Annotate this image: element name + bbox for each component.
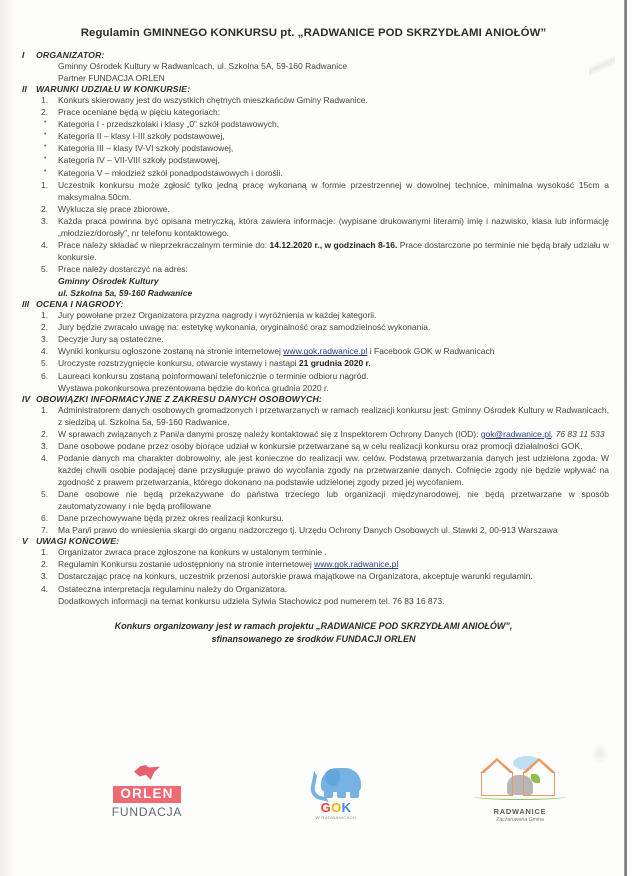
- section-numeral: II: [22, 84, 27, 95]
- section-title: OBOWIĄZKI INFORMACYJNE Z ZAKRESU DANYCH OSOBOWYCH:: [36, 393, 322, 404]
- list-marker: 1.: [41, 95, 49, 106]
- radwanice-commune-logo: [455, 762, 585, 823]
- email-link[interactable]: gok@radwanice.pl: [480, 428, 551, 439]
- list-marker: 2.: [41, 107, 49, 118]
- list-item: [0, 333, 637, 345]
- list-text: Prace należy dostarczyć na adres:: [58, 264, 188, 274]
- list-item: [0, 512, 637, 524]
- gok-logo: [281, 764, 391, 820]
- list-marker: 3.: [41, 334, 49, 345]
- houses-and-elephant-icon: [465, 762, 575, 806]
- list-marker: 4.: [41, 346, 49, 357]
- list-marker: 4.: [41, 583, 49, 594]
- list-text: Wyklucza się prace zbiorowe.: [58, 203, 170, 214]
- list-text: Każda praca powinna być opisana metryczką, która zawiera informacje: (wypisane drukowanymi literami) imię i nazwisko, klasa lub informację „młodziez/dorosły”, nr telefonu kontaktowego.: [58, 215, 609, 238]
- list-item: [0, 203, 637, 215]
- list-marker: •: [44, 155, 47, 163]
- list-text: Konkurs skierowany jest do wszystkich chętnych mieszkańców Gminy Radwanice.: [58, 95, 368, 106]
- list-item: [0, 440, 637, 452]
- list-item: [0, 94, 637, 106]
- list-item: [0, 583, 637, 595]
- list-item: [0, 452, 637, 488]
- website-link[interactable]: www.gok.radwanice.pl: [314, 559, 399, 570]
- orlen-wordmark: ORLEN: [113, 786, 180, 803]
- list-marker: 1.: [41, 179, 49, 190]
- list-text: Kategoria V – młodzież szkół ponadpodstawowych i dorośli.: [58, 167, 283, 178]
- list-text: Dostarczając pracę na konkurs, uczestnik przenosi autorskie prawa majątkowe na Organizatora, akceptuje warunki regulamin.: [58, 571, 533, 582]
- page-title: Regulamin GMINNEGO KONKURSU pt. „RADWANICE POD SKRZYDŁAMI ANIOŁÓW”: [80, 27, 547, 39]
- deadline-text-after: Prace dostarczone po terminie nie będą brały udziału w konkursie.: [58, 239, 610, 262]
- list-item: [0, 370, 637, 382]
- list-marker: 2.: [41, 203, 49, 214]
- list-marker: 3.: [41, 440, 49, 451]
- list-text: Kategoria IV – VII-VIII szkoły podstawowej,: [58, 155, 221, 166]
- section-numeral: V: [22, 536, 28, 547]
- list-text: [58, 357, 609, 369]
- list-text: Jury powołane przez Organizatora przyzna nagrody i wyróżnienia w każdej kategorii.: [58, 310, 377, 321]
- list-text: Jury będzie zwracało uwagę na: estetykę wykonania, oryginalność oraz samodzielność wykonania.: [58, 322, 431, 333]
- section-numeral: I: [22, 50, 25, 60]
- list-marker: 2.: [41, 428, 49, 439]
- list-text: Kategoria II – klasy I-III szkoły podstawowej,: [58, 131, 225, 142]
- deadline-date: 14.12.2020 r., w godzinach 8-16.: [269, 239, 398, 250]
- list-item: [0, 546, 637, 558]
- list-item: [0, 309, 637, 321]
- list-text: [58, 428, 609, 440]
- section-title: OCENA I NAGRODY:: [36, 299, 124, 310]
- list-text: Laureaci konkursu zostaną poinformowani telefonicznie o terminie odbioru nagród.: [58, 370, 369, 381]
- list-item: [0, 142, 637, 154]
- list-item: [0, 130, 637, 142]
- list-marker: •: [44, 131, 47, 139]
- list-text: Dane osobowe podane przez osoby biorące udział w konkursie przetwarzane są w celu realizacji konkursu oraz promocji działalności GOK.: [58, 440, 583, 451]
- list-text: [58, 558, 609, 570]
- section-heading-row: [0, 299, 637, 309]
- list-marker: •: [44, 167, 47, 175]
- list-item: [0, 118, 637, 130]
- list-marker: 1.: [41, 310, 49, 321]
- orlen-subtitle: FUNDACJA: [111, 805, 183, 820]
- list-item: [0, 488, 637, 512]
- list-text: Ma Pan/i prawo do wniesienia skargi do organu nadzorczego tj. Urzędu Ochrony Danych Osobowych ul. Stawki 2, 00-913 Warszawa: [58, 525, 558, 536]
- list-item-results: [0, 345, 637, 357]
- results-text-after: i Facebook GOK w Radwanicach: [367, 346, 495, 357]
- list-marker: 5.: [41, 358, 49, 369]
- list-text: Dane przechowywane będą przez okres realizacji konkursu.: [58, 513, 284, 524]
- website-link[interactable]: www.gok.radwanice.pl: [283, 346, 368, 357]
- list-marker: 1.: [41, 547, 49, 558]
- list-item-dpo: [0, 428, 637, 440]
- deadline-text-before: Prace należy składać w nieprzekraczalnym terminie do:: [58, 239, 270, 250]
- dpo-text-before: W sprawach związanych z Pani/a danymi proszę należy kontaktować się z Inspektorem Ochrony Danych (IOD):: [58, 428, 481, 439]
- list-item: [0, 524, 637, 536]
- orlen-foundation-logo: [92, 762, 202, 819]
- elephant-icon: [309, 764, 363, 800]
- list-marker: 3.: [41, 571, 49, 582]
- radwanice-wordmark: RADWANICE: [493, 807, 547, 816]
- exhibition-note: Wystawa pokonkursowa prezentowana będzie do końca grudnia 2020 r.: [58, 382, 329, 393]
- list-marker: 5.: [41, 489, 49, 500]
- list-item-rules-link: [0, 558, 637, 570]
- closing-line-2: sfinansowanego ze środków FUNDACJI ORLEN: [211, 634, 416, 645]
- list-marker: 2.: [41, 559, 49, 570]
- list-marker: 3.: [41, 215, 49, 226]
- list-text: Decyzje Jury są ostateczne.: [58, 334, 164, 345]
- section-heading-row: [0, 84, 637, 94]
- list-item: [0, 167, 637, 179]
- section-title: UWAGI KOŃCOWE:: [36, 536, 120, 547]
- delivery-address-line-1: Gminny Ośrodek Kultury: [58, 276, 159, 287]
- results-text-before: Wyniki konkursu ogłoszone zostaną na stronie internetowej: [58, 346, 284, 357]
- list-item-ceremony: [0, 357, 637, 369]
- orlen-eagle-icon: [132, 762, 162, 784]
- list-text: Kategoria III – klasy IV-VI szkoły podstawowej,: [58, 143, 234, 154]
- scan-smudge-bottom: [591, 742, 609, 764]
- gok-subtitle: W RADWANICACH: [315, 815, 357, 820]
- gok-letter-g: G: [320, 800, 332, 815]
- list-item: [0, 106, 637, 118]
- radwanice-subtitle: Zaczarowana Gmina: [496, 817, 544, 823]
- section-heading-row: [0, 50, 637, 60]
- list-marker: 4.: [41, 239, 49, 250]
- list-text: [58, 345, 609, 357]
- list-text: Kategoria I - przedszkolaki i klasy „0” szkół podstawowych,: [58, 119, 280, 130]
- organizer-address-line-1: Gminny Ośrodek Kultury w Radwanicach, ul. Szkolna 5A, 59-160 Radwanice: [58, 61, 348, 71]
- list-text: Prace oceniane będą w pięciu kategoriach:: [58, 107, 221, 118]
- section-heading-row: [0, 394, 637, 404]
- sponsor-logos: [0, 762, 637, 852]
- list-marker: 6.: [41, 370, 49, 381]
- closing-line-1: Konkurs organizowany jest w ramach projektu „RADWANICE POD SKRZYDŁAMI ANIOŁÓW”,: [114, 620, 513, 631]
- list-marker: 2.: [41, 322, 49, 333]
- list-marker: •: [44, 143, 47, 151]
- list-text: Podanie danych ma charakter dobrowolny, ale jest konieczne do realizacji ww. celów. Podstawą przetwarzania danych jest udzielona zgoda. W każdej chwili osobie podającej dane przysługuje prawo do wycofania zgody na przetwarzanie danych. Cofnięcie zgody nie będzie wpływać na zgodność z prawem przetwarzania, którego dokonano na podstawie udzielonej zgody przed jej wycofaniem.: [58, 452, 609, 487]
- list-text: Ostateczna interpretacja regulaminu należy do Organizatora.: [58, 583, 288, 594]
- delivery-address-line-2: ul. Szkolna 5a, 59-160 Radwanice: [58, 288, 193, 299]
- ceremony-text-before: Uroczyste rozstrzygnięcie konkursu, otwarcie wystawy i nastąpi: [58, 358, 299, 369]
- list-item-deadline: [0, 239, 637, 263]
- list-marker: •: [44, 119, 47, 127]
- section-title: ORGANIZATOR:: [36, 50, 105, 60]
- section-heading-row: [0, 536, 637, 546]
- list-marker: 4.: [41, 452, 49, 463]
- list-text: Dane osobowe nie będą przekazywane do państwa trzeciego lub organizacji międzynarodowej, nie będą przetwarzane w sposób zautomatyzowany i nie będą profilowane: [58, 489, 609, 512]
- list-item: [0, 215, 637, 239]
- list-marker: 5.: [41, 264, 49, 274]
- list-marker: 7.: [41, 525, 49, 536]
- rules-text-before: Regulamin Konkursu zostanie udostępniony na stronie internetowej: [58, 559, 315, 570]
- list-text: Administratorem danych osobowych gromadzonych i przetwarzanych w ramach realizacji konkursu jest: Gminny Ośrodek Kultury w Radwanicach, z siedzibą ul. Szkolna 5a, 59-160 Radwanice.: [58, 404, 609, 427]
- list-item: [0, 570, 637, 582]
- list-text: Uczestnik konkursu może zgłosić tylko jedną pracę wykonaną w formie przestrzennej w dowolnej technice, minimalna wysokość 15cm a maksymalna 50cm.: [58, 179, 609, 202]
- list-item: [0, 321, 637, 333]
- section-numeral: IV: [22, 393, 31, 404]
- list-item: [0, 179, 637, 203]
- closing-statement: [0, 620, 637, 647]
- contact-info-note: Dodatkowych informacji na temat konkursu udziela Sylwia Stachowicz pod numerem tel. 76 83 16 873.: [58, 595, 445, 606]
- gok-wordmark: [281, 801, 391, 814]
- list-item: [0, 263, 637, 275]
- gok-letter-k: K: [341, 800, 352, 815]
- scan-right-margin: [627, 0, 637, 876]
- organizer-partner-line: Partner FUNDACJA ORLEN: [58, 73, 165, 84]
- list-text: Organizator zwraca prace zgłoszone na konkurs w ustalonym terminie .: [58, 547, 327, 558]
- list-marker: 1.: [41, 404, 49, 415]
- section-numeral: III: [22, 299, 30, 310]
- dpo-phone: , 76 83 11 533: [550, 428, 605, 439]
- list-marker: 6.: [41, 513, 49, 524]
- list-text: [58, 239, 609, 263]
- list-item: [0, 154, 637, 166]
- gok-letter-o: O: [331, 800, 342, 815]
- section-title: WARUNKI UDZIAŁU W KONKURSIE:: [36, 84, 191, 95]
- list-item: [0, 404, 637, 428]
- ceremony-date: 21 grudnia 2020 r.: [298, 358, 371, 369]
